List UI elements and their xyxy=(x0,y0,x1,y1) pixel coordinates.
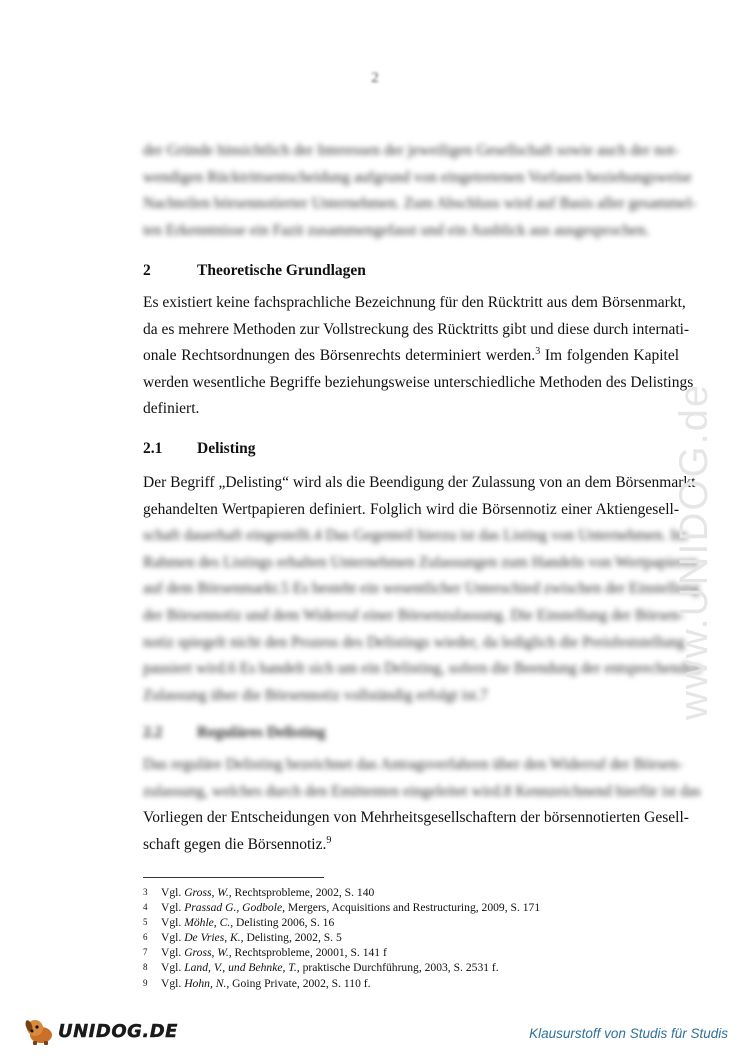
footnote-text: Delisting 2006, S. 16 xyxy=(233,916,335,930)
footnote-number: 9 xyxy=(143,977,148,988)
footnote xyxy=(143,960,540,975)
intro-line: der Gründe hinsichtlich der Interessen der jeweiligen Gesellschaft sowie auch der not- xyxy=(143,142,679,159)
text-segment: schaft gegen die Börsennotiz. xyxy=(143,835,327,853)
page-number: 2 xyxy=(371,70,379,86)
footnote xyxy=(143,930,540,945)
footnotes xyxy=(143,885,540,991)
section-heading-2-2 xyxy=(143,724,325,742)
footnote xyxy=(143,900,540,915)
section-title: Theoretische Grundlagen xyxy=(197,262,366,279)
section-2-paragraph xyxy=(143,290,694,423)
footnote-author: Gross, W., xyxy=(184,946,232,960)
blurred-line: auf dem Börsenmarkt.5 Es besteht ein wesentlicher Unterschied zwischen der Einstellung xyxy=(143,580,700,598)
footnote-author: Möhle, C., xyxy=(184,916,234,930)
blurred-line: Das reguläre Delisting bezeichnet das Antragsverfahren über den Widerruf der Börsen- xyxy=(143,756,683,773)
unidog-logo[interactable] xyxy=(24,1016,178,1046)
footnote-author: Land, V., und Behnke, T., xyxy=(184,961,300,975)
text-segment: Im folgenden Kapitel xyxy=(544,347,680,365)
blurred-text-block xyxy=(143,523,701,709)
logo-text: UNIDOG.DE xyxy=(58,1020,178,1042)
text-line xyxy=(143,832,679,859)
section-number: 2.1 xyxy=(143,440,163,457)
footnote xyxy=(143,976,540,991)
footnote-text: Rechtsprobleme, 2002, S. 140 xyxy=(231,886,375,899)
section-heading-2-1 xyxy=(143,440,256,458)
footnote-number: 5 xyxy=(143,917,148,928)
footnote-number: 7 xyxy=(143,947,148,958)
footnote-text: Delisting, 2002, S. 5 xyxy=(243,931,342,945)
blurred-line: notiz spiegelt nicht den Prozess des Delistings wieder, da lediglich die Preisfeststellung xyxy=(143,633,685,651)
blurred-line: pausiert wird.6 Es handelt sich um ein Delisting, sofern die Beendung der entsprechenden xyxy=(143,660,701,678)
blurred-line: Rahmen des Listings erhalten Unternehmen Zulassungen zum Handeln von Wertpapieren xyxy=(143,553,699,571)
footnote-ref: 3 xyxy=(535,346,541,358)
footnote-text: Going Private, 2002, S. 110 f. xyxy=(229,976,371,990)
section-2-1-paragraph xyxy=(143,470,701,709)
footnote-prefix: Vgl. xyxy=(161,976,185,990)
footnote-author: Prassad G., Godbole, xyxy=(184,901,285,915)
footnote-divider xyxy=(143,877,324,878)
intro-line: Nachteilen börsennotierter Unternehmen. Zum Abschluss wird auf Basis aller gesammel- xyxy=(143,195,697,213)
footnote-author: Hohn, N., xyxy=(184,976,230,990)
section-title: Delisting xyxy=(197,440,256,457)
dog-mascot-icon xyxy=(24,1016,56,1046)
footnote-author: De Vries, K., xyxy=(184,931,244,945)
text-line: werden wesentliche Begriffe beziehungsweise unterschiedliche Methoden des Delistings xyxy=(143,373,694,391)
blurred-line: Zulassung über die Börsennotiz vollständig erfolgt ist.7 xyxy=(143,686,488,704)
section-heading-2 xyxy=(143,262,366,280)
blurred-line: der Börsennotiz und dem Widerruf einer Börsenzulassung. Die Einstellung der Börsen- xyxy=(143,606,685,624)
footnote xyxy=(143,885,540,900)
blurred-line: zulassung, welches durch den Emittenten eingeleitet wird.8 Kennzeichnend hierfür ist das xyxy=(143,782,701,800)
footnote xyxy=(143,945,540,960)
section-title: Reguläres Delisting xyxy=(197,724,326,741)
footnote-prefix: Vgl. xyxy=(161,886,185,899)
intro-paragraph xyxy=(143,138,697,244)
footnote-prefix: Vgl. xyxy=(161,916,185,930)
watermark: www.UNIDOG.de xyxy=(672,382,716,720)
text-segment: onale Rechtsordnungen des Börsenrechts determiniert werden. xyxy=(143,347,536,365)
section-2-2-paragraph xyxy=(143,752,701,858)
text-line: Der Begriff „Delisting“ wird als die Beendigung der Zulassung von an dem Börsenmarkt xyxy=(143,474,696,491)
text-line: da es mehrere Methoden zur Vollstreckung des Rücktritts gibt und diese durch internati- xyxy=(143,320,690,338)
tagline: Klausurstoff von Studis für Studis xyxy=(529,1026,728,1041)
footnote-number: 8 xyxy=(143,962,148,973)
blurred-line: schaft dauerhaft eingestellt.4 Das Gegenteil hierzu ist das Listing von Unternehmen. Im xyxy=(143,527,688,545)
footnote-prefix: Vgl. xyxy=(161,901,185,915)
footnote-prefix: Vgl. xyxy=(161,961,185,975)
text-line: Es existiert keine fachsprachliche Bezeichnung für den Rücktritt aus dem Börsenmarkt, xyxy=(143,294,686,311)
footnote-author: Gross, W., xyxy=(184,886,232,899)
footnote-prefix: Vgl. xyxy=(161,931,185,945)
section-number: 2.2 xyxy=(143,724,163,741)
footnote-text: Rechtsprobleme, 20001, S. 141 f xyxy=(231,946,387,960)
text-line: definiert. xyxy=(143,400,200,418)
footnote-ref: 9 xyxy=(326,834,332,846)
intro-line: wendigen Rücktrittsentscheidung aufgrund von eingetretenen Vorfasen beziehungsweise xyxy=(143,168,692,186)
text-line: gehandelten Wertpapieren definiert. Folglich wird die Börsennotiz einer Aktiengesell- xyxy=(143,500,679,518)
footnote-number: 4 xyxy=(143,902,148,913)
footnote xyxy=(143,915,540,930)
footnote-prefix: Vgl. xyxy=(161,946,185,960)
footnote-text: Mergers, Acquisitions and Restructuring, 2009, S. 171 xyxy=(285,901,541,915)
footnote-text: praktische Durchführung, 2003, S. 2531 f. xyxy=(299,961,499,975)
text-line: Vorliegen der Entscheidungen von Mehrheitsgesellschaftern der börsennotierten Gesell- xyxy=(143,809,689,827)
intro-line: ten Erkenntnisse ein Fazit zusammengefasst und ein Ausblick aus ausgesprochen. xyxy=(143,221,650,239)
text-line xyxy=(143,343,679,370)
footnote-number: 6 xyxy=(143,932,148,943)
section-number: 2 xyxy=(143,262,151,279)
blurred-text-block xyxy=(143,752,701,805)
footnote-number: 3 xyxy=(143,887,148,897)
